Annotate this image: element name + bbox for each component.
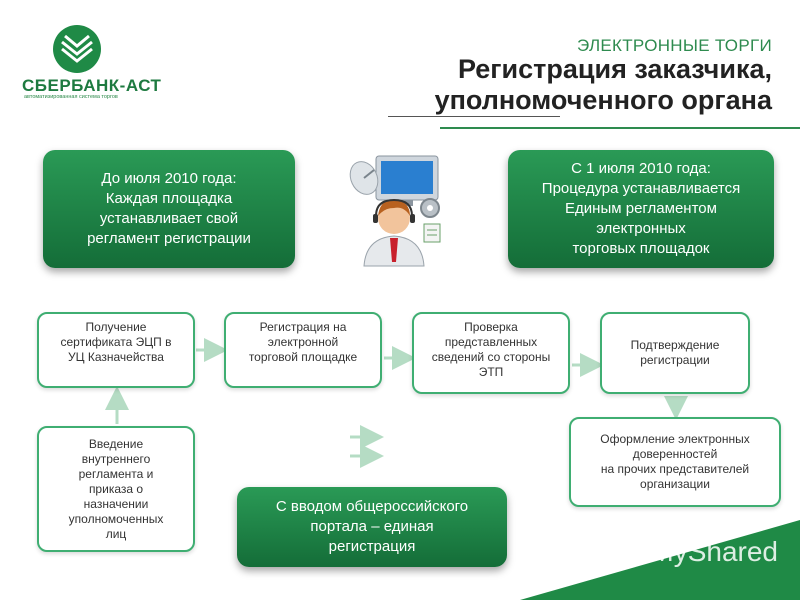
step-proxies-label: Оформление электронных доверенностей на прочих представителей организации: [600, 432, 750, 491]
step-registration: [224, 312, 382, 388]
logo-name: СБЕРБАНК-АСТ: [22, 76, 162, 95]
step-certificate-label: Получение сертификата ЭЦП в УЦ Казначейства: [60, 320, 172, 364]
step-registration-label: Регистрация на электронной торговой площадке: [248, 320, 358, 364]
callout-portal-text: С вводом общероссийского портала – единая регистрация: [275, 498, 469, 555]
callout-portal: [237, 487, 507, 567]
step-verification-label: Проверка представленных сведений со стороны ЭТП: [431, 320, 551, 379]
watermark: MyShared: [650, 536, 778, 567]
callout-before-text: До июля 2010 года: Каждая площадка устанавливает свой регламент регистрации: [87, 170, 251, 247]
step-internal-label: Введение внутреннего регламента и приказа о назначении уполномоченных лиц: [68, 436, 164, 541]
presentation-icon: [604, 536, 640, 566]
callout-after-text: С 1 июля 2010 года: Процедура устанавливается Единым регламентом электронных торговых площадок: [541, 160, 741, 257]
step-internal-regulation: [37, 426, 195, 552]
step-proxies: [569, 417, 781, 507]
step-verification: [412, 312, 570, 394]
page-title: Регистрация заказчика, уполномоченного органа: [434, 54, 772, 115]
step-certificate: [37, 312, 195, 388]
logo-subtitle: автоматизированная система торгов: [24, 94, 118, 100]
step-confirmation: [600, 312, 750, 394]
step-confirmation-label: Подтверждение регистрации: [630, 338, 720, 367]
header-subtitle: ЭЛЕКТРОННЫЕ ТОРГИ: [577, 36, 772, 55]
